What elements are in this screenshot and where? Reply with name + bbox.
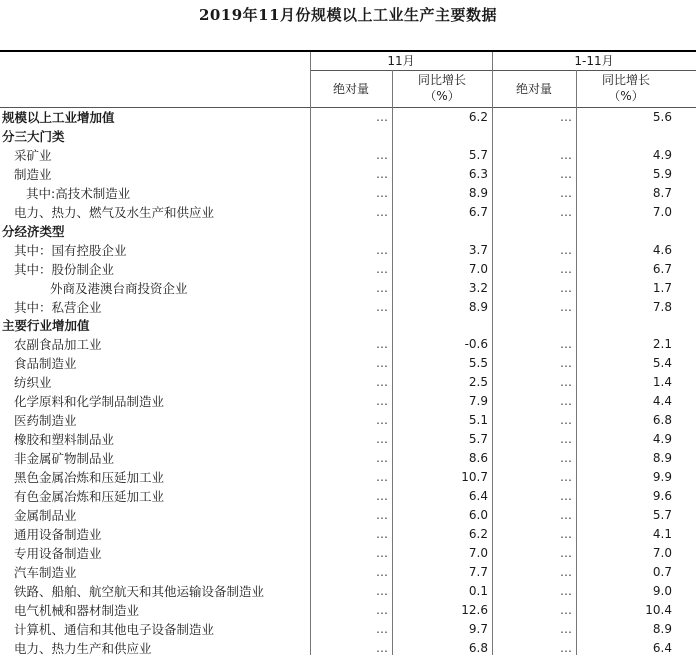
cell-growth-jan-nov: 6.7 [652, 261, 672, 276]
cell-growth-nov: 7.9 [468, 394, 488, 409]
cell-growth-nov: 8.9 [468, 299, 488, 314]
row-label: 电力、热力生产和供应业 [14, 640, 152, 656]
row-label: 规模以上工业增加值 [2, 110, 115, 125]
row-label: 通用设备制造业 [14, 526, 102, 542]
cell-abs-jan-nov: … [560, 337, 572, 352]
cell-abs-nov: … [376, 110, 388, 124]
cell-abs-nov: … [376, 564, 388, 579]
table-row [0, 430, 696, 449]
header-abs-jan-nov: 绝对量 [515, 82, 552, 96]
row-label: 专用设备制造业 [14, 545, 102, 561]
cell-abs-jan-nov: … [560, 451, 572, 466]
header-group-nov: 11月 [387, 54, 415, 68]
table-row [0, 354, 696, 373]
cell-growth-nov: 10.7 [461, 470, 488, 485]
table-row [0, 260, 696, 279]
cell-abs-nov: … [376, 526, 388, 541]
cell-abs-nov: … [376, 166, 388, 181]
cell-growth-nov: -0.6 [464, 337, 488, 352]
cell-abs-nov: … [376, 242, 388, 257]
table-row [0, 335, 696, 354]
row-label: 电气机械和器材制造业 [14, 602, 140, 618]
cell-growth-nov: 5.5 [468, 356, 488, 371]
cell-growth-jan-nov: 0.7 [652, 564, 672, 579]
cell-abs-jan-nov: … [560, 545, 572, 560]
row-label: 铁路、船舶、航空航天和其他运输设备制造业 [14, 583, 265, 599]
cell-growth-jan-nov: 8.9 [652, 621, 672, 636]
row-label: 非金属矿物制品业 [14, 451, 115, 467]
cell-growth-nov: 12.6 [461, 602, 488, 617]
table-row [0, 563, 696, 582]
cell-growth-jan-nov: 4.9 [652, 432, 672, 447]
cell-growth-nov: 6.2 [468, 526, 488, 541]
cell-growth-nov: 2.5 [468, 375, 488, 390]
table-row [0, 601, 696, 620]
cell-abs-nov: … [376, 545, 388, 560]
cell-growth-nov: 6.4 [468, 489, 488, 503]
cell-abs-jan-nov: … [560, 185, 572, 200]
cell-growth-jan-nov: 1.7 [652, 280, 672, 295]
header-growth-jan-nov [576, 72, 676, 104]
cell-growth-nov: 0.1 [468, 583, 488, 598]
header-growth-unit: （%） [424, 89, 460, 103]
header-growth-text: 同比增长 [601, 73, 650, 87]
cell-abs-jan-nov: … [560, 394, 572, 409]
cell-abs-nov: … [376, 299, 388, 314]
cell-growth-nov: 3.7 [468, 242, 488, 257]
cell-growth-jan-nov: 1.4 [652, 375, 672, 390]
table-row [0, 620, 696, 639]
cell-abs-nov: … [376, 451, 388, 466]
table-row [0, 392, 696, 411]
row-label: 采矿业 [14, 147, 52, 163]
table-row [0, 373, 696, 392]
table-row [0, 468, 696, 487]
cell-abs-nov: … [376, 394, 388, 409]
table-row [0, 544, 696, 563]
cell-abs-nov: … [376, 489, 388, 503]
cell-abs-jan-nov: … [560, 507, 572, 522]
cell-abs-nov: … [376, 147, 388, 162]
cell-growth-jan-nov: 6.4 [652, 640, 672, 655]
cell-growth-nov: 5.7 [468, 432, 488, 447]
table-row [0, 184, 696, 203]
cell-abs-jan-nov: … [560, 583, 572, 598]
cell-abs-nov: … [376, 337, 388, 352]
row-label: 其中：国有控股企业 [14, 242, 127, 258]
row-label: 电力、热力、燃气及水生产和供应业 [14, 204, 215, 220]
cell-growth-nov: 7.0 [468, 545, 488, 560]
cell-abs-nov: … [376, 375, 388, 390]
cell-abs-nov: … [376, 185, 388, 200]
table-row [0, 525, 696, 544]
row-label: 金属制品业 [14, 507, 77, 523]
cell-growth-nov: 3.2 [468, 280, 488, 295]
cell-abs-jan-nov: … [560, 413, 572, 428]
cell-abs-jan-nov: … [560, 489, 572, 503]
table-row [0, 582, 696, 601]
cell-growth-nov: 6.8 [468, 640, 488, 655]
table-row [0, 279, 696, 298]
cell-abs-nov: … [376, 602, 388, 617]
cell-abs-jan-nov: … [560, 375, 572, 390]
row-label: 橡胶和塑料制品业 [14, 432, 115, 448]
cell-abs-jan-nov: … [560, 526, 572, 541]
cell-growth-jan-nov: 4.4 [652, 394, 672, 409]
cell-abs-jan-nov: … [560, 110, 572, 124]
cell-abs-nov: … [376, 432, 388, 447]
row-label: 其中：私营企业 [14, 299, 102, 315]
cell-growth-nov: 5.1 [468, 413, 488, 428]
cell-growth-nov: 7.7 [468, 564, 488, 579]
cell-growth-nov: 5.7 [468, 147, 488, 162]
row-label: 分三大门类 [2, 128, 65, 144]
cell-abs-nov: … [376, 640, 388, 655]
cell-growth-jan-nov: 9.9 [652, 470, 672, 485]
row-label: 其中：股份制企业 [14, 261, 115, 277]
cell-growth-jan-nov: 7.8 [652, 299, 672, 314]
row-label: 化学原料和化学制品制造业 [14, 394, 165, 410]
cell-growth-jan-nov: 7.0 [652, 545, 672, 560]
cell-growth-jan-nov: 8.9 [652, 451, 672, 466]
header-growth-unit: （%） [608, 89, 644, 103]
cell-abs-jan-nov: … [560, 432, 572, 447]
row-label: 其中:高技术制造业 [26, 185, 131, 201]
header-divider-rule [310, 70, 696, 71]
cell-abs-jan-nov: … [560, 356, 572, 371]
cell-abs-jan-nov: … [560, 147, 572, 162]
cell-growth-jan-nov: 9.6 [652, 489, 672, 503]
cell-growth-jan-nov: 5.6 [652, 110, 672, 124]
row-label: 汽车制造业 [14, 564, 77, 580]
cell-abs-jan-nov: … [560, 280, 572, 295]
cell-growth-nov: 9.7 [468, 621, 488, 636]
cell-abs-nov: … [376, 583, 388, 598]
header-growth-nov [392, 72, 492, 104]
row-label: 主要行业增加值 [2, 318, 90, 334]
cell-growth-jan-nov: 4.9 [652, 147, 672, 162]
cell-abs-jan-nov: … [560, 166, 572, 181]
cell-abs-nov: … [376, 280, 388, 295]
header-growth-text: 同比增长 [417, 73, 466, 87]
cell-growth-jan-nov: 5.4 [652, 356, 672, 371]
cell-abs-jan-nov: … [560, 640, 572, 655]
cell-abs-nov: … [376, 356, 388, 371]
cell-abs-jan-nov: … [560, 204, 572, 219]
row-label: 黑色金属冶炼和压延加工业 [14, 470, 165, 486]
cell-abs-jan-nov: … [560, 261, 572, 276]
page-title: 2019年11月份规模以上工业生产主要数据 [198, 6, 498, 24]
table-row [0, 127, 696, 146]
row-label: 分经济类型 [2, 223, 65, 239]
table-row [0, 165, 696, 184]
cell-abs-jan-nov: … [560, 299, 572, 314]
cell-growth-jan-nov: 5.7 [652, 507, 672, 522]
cell-growth-jan-nov: 9.0 [652, 583, 672, 598]
cell-growth-jan-nov: 5.9 [652, 166, 672, 181]
table-row [0, 487, 696, 506]
cell-growth-jan-nov: 6.8 [652, 413, 672, 428]
cell-growth-jan-nov: 4.1 [652, 526, 672, 541]
cell-abs-jan-nov: … [560, 470, 572, 485]
cell-abs-jan-nov: … [560, 564, 572, 579]
cell-growth-nov: 6.0 [468, 507, 488, 522]
cell-abs-jan-nov: … [560, 602, 572, 617]
cell-abs-nov: … [376, 470, 388, 485]
table-row [0, 506, 696, 525]
row-label: 制造业 [14, 166, 52, 182]
row-label: 食品制造业 [14, 356, 77, 372]
table-row [0, 146, 696, 165]
cell-growth-nov: 7.0 [468, 261, 488, 276]
cell-growth-jan-nov: 4.6 [652, 242, 672, 257]
cell-growth-jan-nov: 10.4 [645, 602, 672, 617]
cell-growth-nov: 6.7 [468, 204, 488, 219]
row-label: 计算机、通信和其他电子设备制造业 [14, 621, 215, 637]
cell-growth-nov: 6.3 [468, 166, 488, 181]
header-abs-nov: 绝对量 [332, 82, 369, 96]
header-group-jan-nov: 1-11月 [574, 54, 614, 68]
cell-growth-nov: 6.2 [468, 110, 488, 124]
cell-growth-nov: 8.6 [468, 451, 488, 466]
cell-growth-jan-nov: 2.1 [652, 337, 672, 352]
cell-growth-jan-nov: 7.0 [652, 204, 672, 219]
table-row [0, 203, 696, 222]
cell-abs-nov: … [376, 507, 388, 522]
table-row [0, 222, 696, 241]
row-label: 纺织业 [14, 375, 52, 391]
table-row [0, 316, 696, 335]
cell-abs-nov: … [376, 413, 388, 428]
table-row [0, 298, 696, 317]
cell-abs-nov: … [376, 261, 388, 276]
row-label: 外商及港澳台商投资企业 [50, 280, 188, 296]
cell-growth-nov: 8.9 [468, 185, 488, 200]
row-label: 医药制造业 [14, 413, 77, 429]
table-row [0, 241, 696, 260]
table-row [0, 449, 696, 468]
cell-abs-nov: … [376, 204, 388, 219]
cell-abs-jan-nov: … [560, 621, 572, 636]
table-row [0, 108, 696, 127]
table-row [0, 411, 696, 430]
cell-abs-nov: … [376, 621, 388, 636]
row-label: 农副食品加工业 [14, 337, 102, 353]
row-label: 有色金属冶炼和压延加工业 [14, 489, 165, 504]
table-top-rule [0, 50, 696, 52]
cell-growth-jan-nov: 8.7 [652, 185, 672, 200]
cell-abs-jan-nov: … [560, 242, 572, 257]
